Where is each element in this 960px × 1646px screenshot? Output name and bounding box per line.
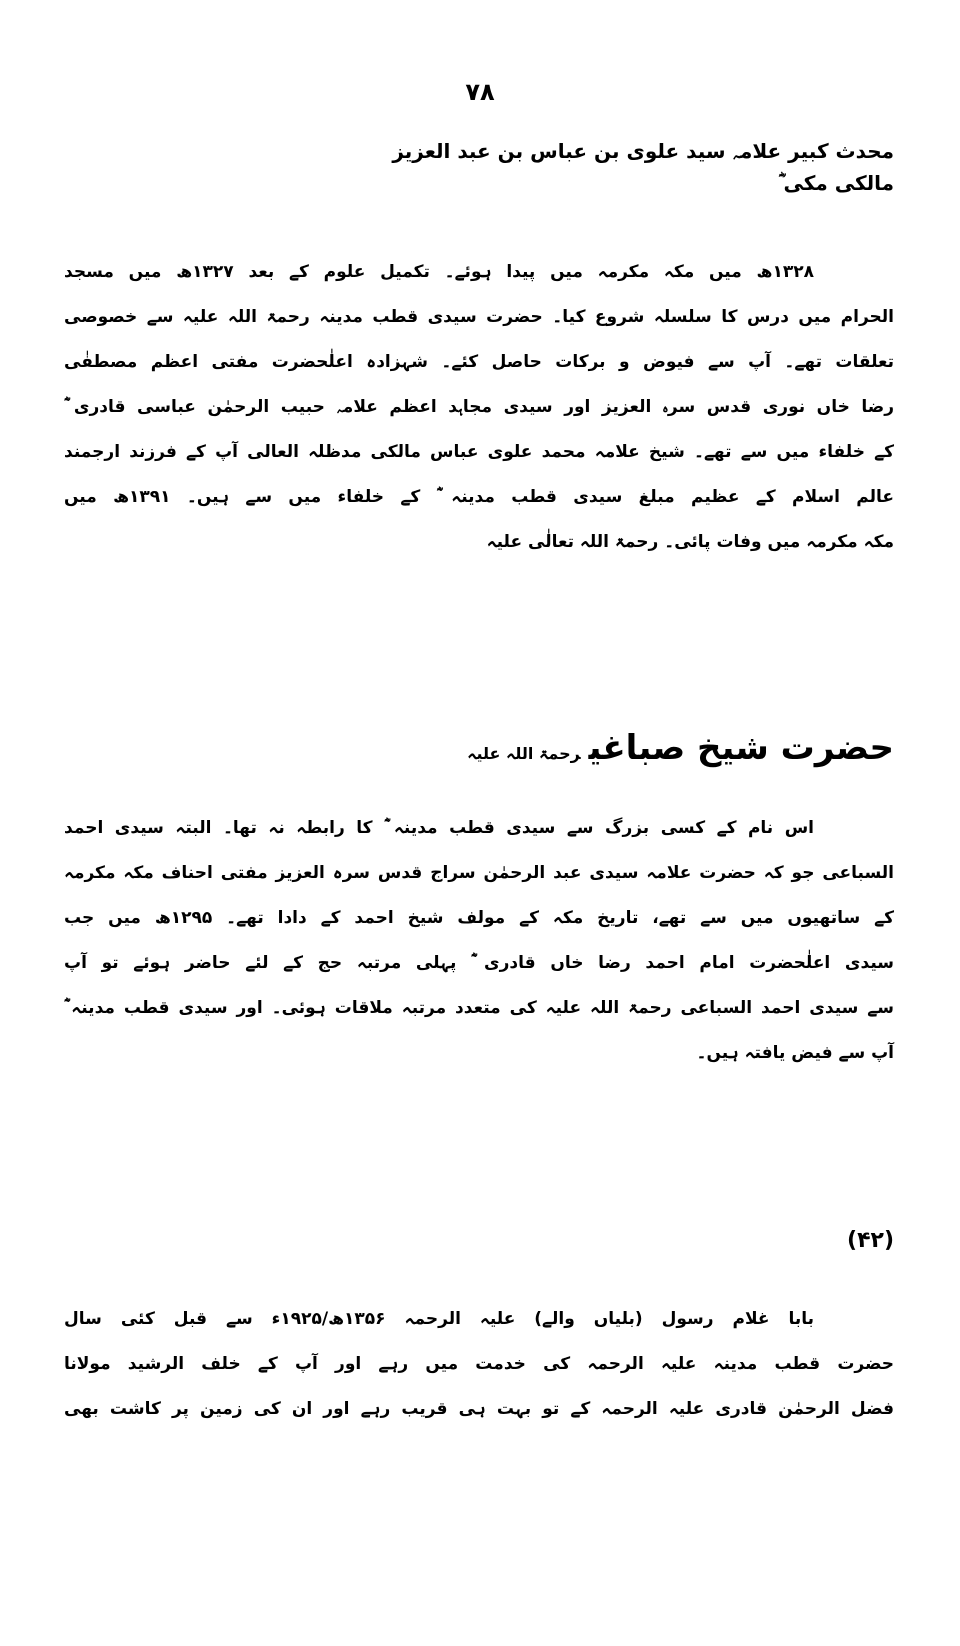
text-line: آپ سے فیض یافتہ ہیں۔ xyxy=(696,1043,894,1063)
text-line: کے ساتھیوں میں سے تھے، تاریخ مکہ کے مولف شیخ احمد کے دادا تھے۔ ۱۲۹۵ھ میں جب xyxy=(64,908,894,928)
text-line: ۱۳۲۸ھ میں مکہ مکرمہ میں پیدا ہوئے۔ تکمیل علوم کے بعد ۱۳۲۷ھ میں مسجد xyxy=(64,262,815,282)
text-line: رضا خاں نوری قدس سرہ العزیز اور سیدی مجاہد اعظم علامہ حبیب الرحمٰن عباسی قادری ؓ xyxy=(64,397,894,417)
page-number: ۷۸ xyxy=(465,78,495,106)
text-line: سے سیدی احمد السباعی رحمۃ اللہ علیہ کی متعدد مرتبہ ملاقات ہوئی۔ اور سیدی قطب مدینہ ؓ xyxy=(64,998,894,1018)
section-heading-alawi: محدث کبیر علامہ سید علوی بن عباس بن عبد العزیز مالکی مکی ؓ xyxy=(392,139,894,195)
text-line: مکہ مکرمہ میں وفات پائی۔ رحمۃ اللہ تعالٰی علیہ xyxy=(486,532,894,552)
text-line: تعلقات تھے۔ آپ سے فیوض و برکات حاصل کئے۔ شہزادہ اعلٰحضرت مفتی اعظم مصطفٰی xyxy=(64,352,894,372)
heading-title: حضرت شیخ صباغی xyxy=(588,728,894,768)
paragraph-baba-ghulam-rasool xyxy=(64,1297,894,1432)
text-line: عالم اسلام کے عظیم مبلغ سیدی قطب مدینہ ؓ کے خلفاء میں سے ہیں۔ ۱۳۹۱ھ میں xyxy=(64,487,894,507)
text-line: السباعی جو کہ حضرت علامہ سیدی عبد الرحمٰن سراج قدس سرہ العزیز مفتی احناف مکہ مکرمہ xyxy=(64,863,894,883)
text-line: فضل الرحمٰن قادری علیہ الرحمہ کے تو بہت ہی قریب رہے اور ان کی زمین پر کاشت بھی xyxy=(64,1399,894,1419)
text-line: کے خلفاء میں سے تھے۔ شیخ علامہ محمد علوی عباس مالکی مدظلہ العالی آپ کے فرزند ارجمند xyxy=(64,442,894,462)
section-heading-sabbagh xyxy=(294,728,894,768)
text-line: حضرت قطب مدینہ علیہ الرحمہ کی خدمت میں رہے اور آپ کے خلف الرشید مولانا xyxy=(64,1354,894,1374)
text-line: سیدی اعلٰحضرت امام احمد رضا خاں قادری ؓ پہلی مرتبہ حج کے لئے حاضر ہوئے تو آپ xyxy=(64,953,894,973)
heading-suffix: رحمۃ اللہ علیہ xyxy=(467,744,581,763)
section-number: (۴۲) xyxy=(847,1228,894,1253)
text-line: بابا غلام رسول (بلیاں والے) علیہ الرحمہ ۱۳۵۶ھ/۱۹۲۵ء سے قبل کئی سال xyxy=(64,1309,815,1329)
text-line: الحرام میں درس کا سلسلہ شروع کیا۔ حضرت سیدی قطب مدینہ رحمۃ اللہ علیہ سے خصوصی xyxy=(64,307,894,327)
text-line: اس نام کے کسی بزرگ سے سیدی قطب مدینہ ؓ کا رابطہ نہ تھا۔ البتہ سیدی احمد xyxy=(64,818,814,838)
paragraph-alawi xyxy=(64,250,894,565)
paragraph-sabbagh xyxy=(64,806,894,1076)
